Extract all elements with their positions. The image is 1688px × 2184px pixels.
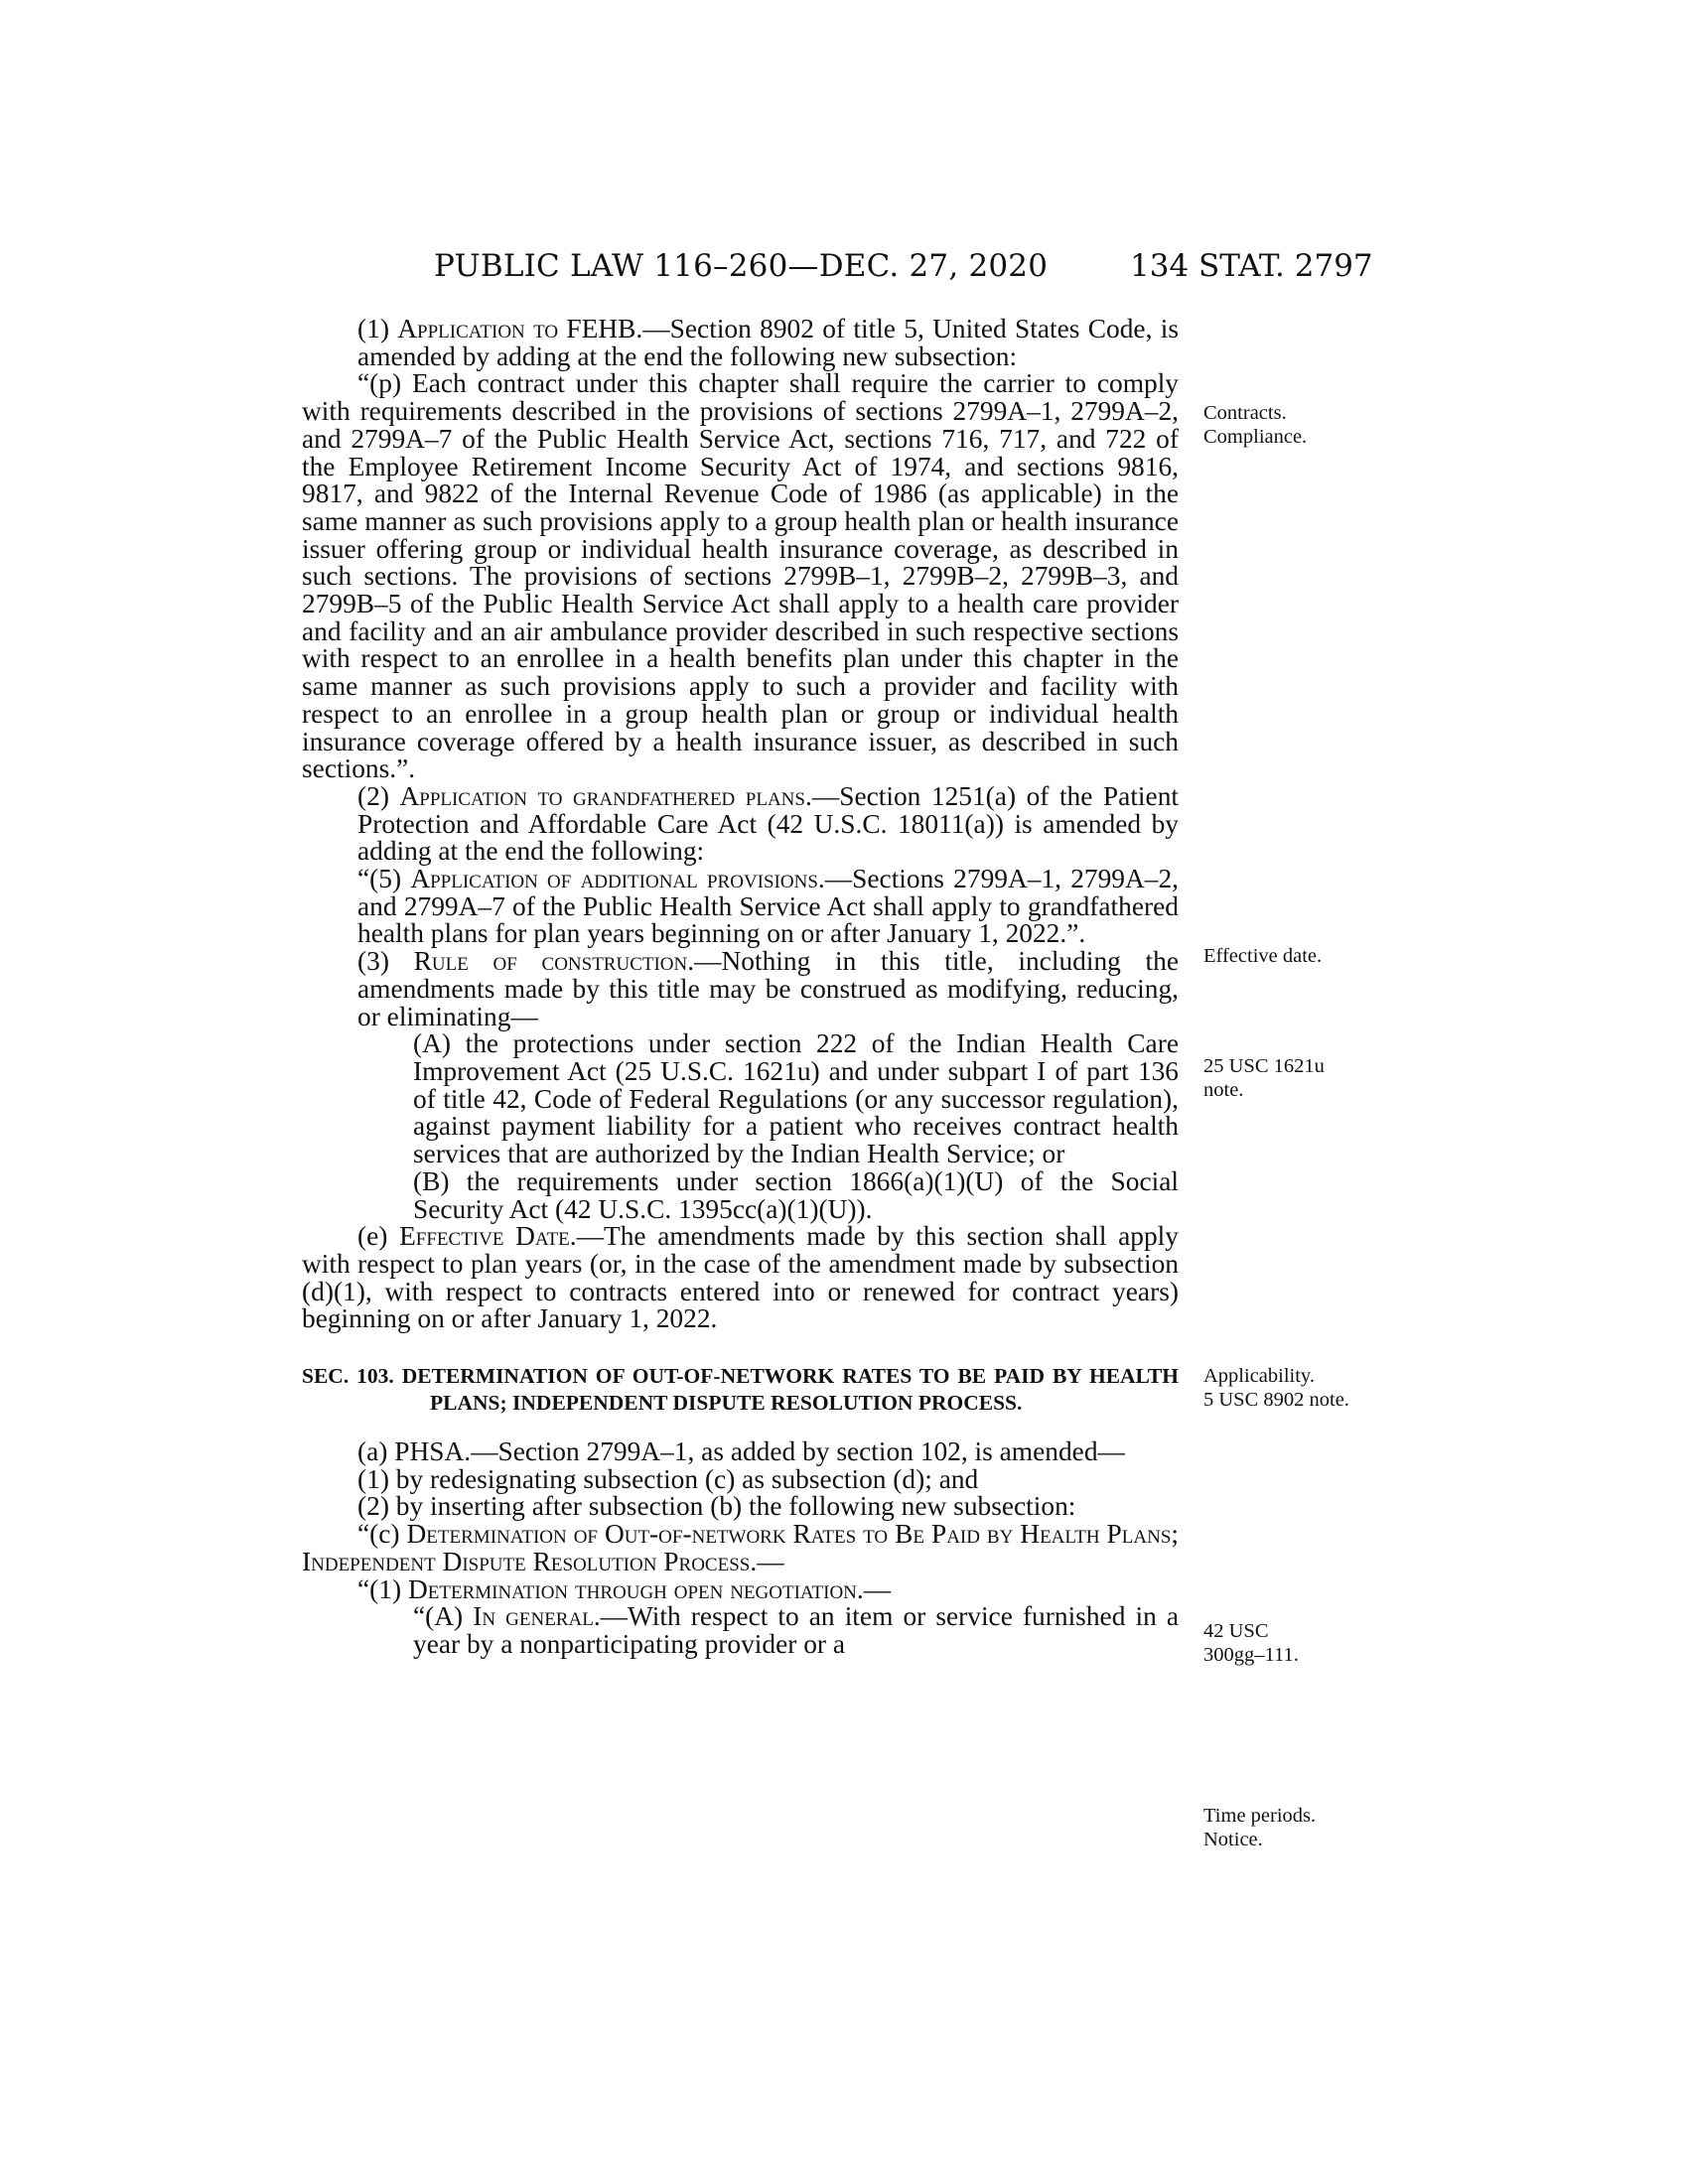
paragraph-social-security-requirements: (B) the requirements under section 1866(a)(1)(U) of the Social Security Act (42 U.S.C. 1395cc(a)(1)(U)). <box>413 1165 1179 1224</box>
paragraph-phsa: (a) PHSA.—Section 2799A–1, as added by section 102, is amended— <box>357 1436 1125 1467</box>
paragraph-heading: Application of additional provisions <box>410 864 818 894</box>
paragraph-subsection-p: “(p) Each contract under this chapter shall require the carrier to comply with requirements described in the provisions of sections 2799A–1, 2799A–2, and 2799A–7 of the Public Health Service Act, sections 716, 717, and 722 of the Employee Retirement Income Security Act of 1974, and sections 9816, 9817, and 9822 of the Internal Revenue Code of 1986 (as applicable) in the same manner as such provisions apply to a group health plan or health insurance issuer offering group or individual health insurance coverage, as described in such sections. The provisions of sections 2799B–1, 2799B–2, 2799B–3, and 2799B–5 of the Public Health Service Act shall apply to a health care provider and facility and an air ambulance provider described in such respective sections with respect to an enrollee in a health benefits plan under this chapter in the same manner as such provisions apply to such a provider and facility with respect to an enrollee in a group health plan or group or individual health insurance coverage offered by a health insurance issuer, as described in such sections.”. <box>302 368 1179 784</box>
paragraph-application-to-fehb: (1) Application to FEHB.—Section 8902 of title 5, United States Code, is amended by adding at the end the following new subsection: <box>357 314 1179 371</box>
paragraph-grandfathered-plans: (2) Application to grandfathered plans.—Section 1251(a) of the Patient Protection and Affordable Care Act (42 U.S.C. 18011(a)) is amended by adding at the end the following: <box>357 780 1180 867</box>
paragraph-heading: Effective Date <box>399 1221 570 1252</box>
paragraph-in-general: “(A) In general.—With respect to an item or service furnished in a year by a nonparticipating provider or a <box>413 1601 1179 1659</box>
running-header-title: PUBLIC LAW 116–260—DEC. 27, 2020 <box>434 248 1049 284</box>
paragraph-redesignating: (1) by redesignating subsection (c) as subsection (d); and <box>357 1463 979 1494</box>
document-body <box>302 316 1179 1659</box>
paragraph-subsection-c: “(c) Determination of Out-of-network Rates to Be Paid by Health Plans; Independent Dispute Resolution Process.— <box>302 1519 1180 1576</box>
paragraph-effective-date: (e) Effective Date.—The amendments made by this section shall apply with respect to plan years (or, in the case of the amendment made by subsection (d)(1), with respect to contracts entered into or renewed for contract years) beginning on or after January 1, 2022. <box>302 1221 1179 1334</box>
paragraph-additional-provisions: “(5) Application of additional provisions.—Sections 2799A–1, 2799A–2, and 2799A–7 of the Public Health Service Act shall apply to grandfathered health plans for plan years beginning on or after January 1, 2022.”. <box>357 864 1180 949</box>
margin-note-25-usc: 25 USC 1621u note. <box>1203 1055 1325 1101</box>
margin-note-effective-date: Effective date. <box>1203 945 1323 967</box>
margin-note-applicability: Applicability. 5 USC 8902 note. <box>1203 1365 1349 1411</box>
paragraph-heading: Determination of Out-of-network Rates to Be Paid by Health Plans; Independent Dispute Resolution Process <box>302 1519 1180 1576</box>
paragraph-heading: Application to FEHB <box>397 314 636 343</box>
margin-note-42-usc: 42 USC 300gg–111. <box>1203 1620 1299 1666</box>
paragraph-heading: Determination through open negotiation <box>407 1573 857 1604</box>
paragraph-inserting: (2) by inserting after subsection (b) the following new subsection: <box>357 1491 1076 1522</box>
paragraph-heading: In general <box>473 1601 594 1632</box>
paragraph-rule-of-construction: (3) Rule of construction.—Nothing in this title, including the amendments made by this title may be construed as modifying, reducing, or eliminating— <box>357 946 1179 1031</box>
paragraph-indian-health-protections: (A) the protections under section 222 of the Indian Health Care Improvement Act (25 U.S.C. 1621u) and under subpart I of part 136 of title 42, Code of Federal Regulations (or any successor regulation), against payment liability for a patient who receives contract health services that are authorized by the Indian Health Service; or <box>413 1028 1179 1169</box>
paragraph-heading: Application to grandfathered plans <box>399 780 805 811</box>
page-number-stat: 134 STAT. 2797 <box>1130 248 1373 284</box>
paragraph-heading: Rule of construction <box>413 946 688 977</box>
margin-note-time-periods: Time periods. Notice. <box>1203 1805 1317 1850</box>
section-103-heading: SEC. 103. DETERMINATION OF OUT-OF-NETWORK RATES TO BE PAID BY HEALTH PLANS; INDEPENDENT DISPUTE RESOLUTION PROCESS. <box>302 1364 1179 1416</box>
margin-note-contracts: Contracts. Compliance. <box>1203 402 1308 448</box>
paragraph-open-negotiation: “(1) Determination through open negotiation.— <box>357 1573 892 1604</box>
